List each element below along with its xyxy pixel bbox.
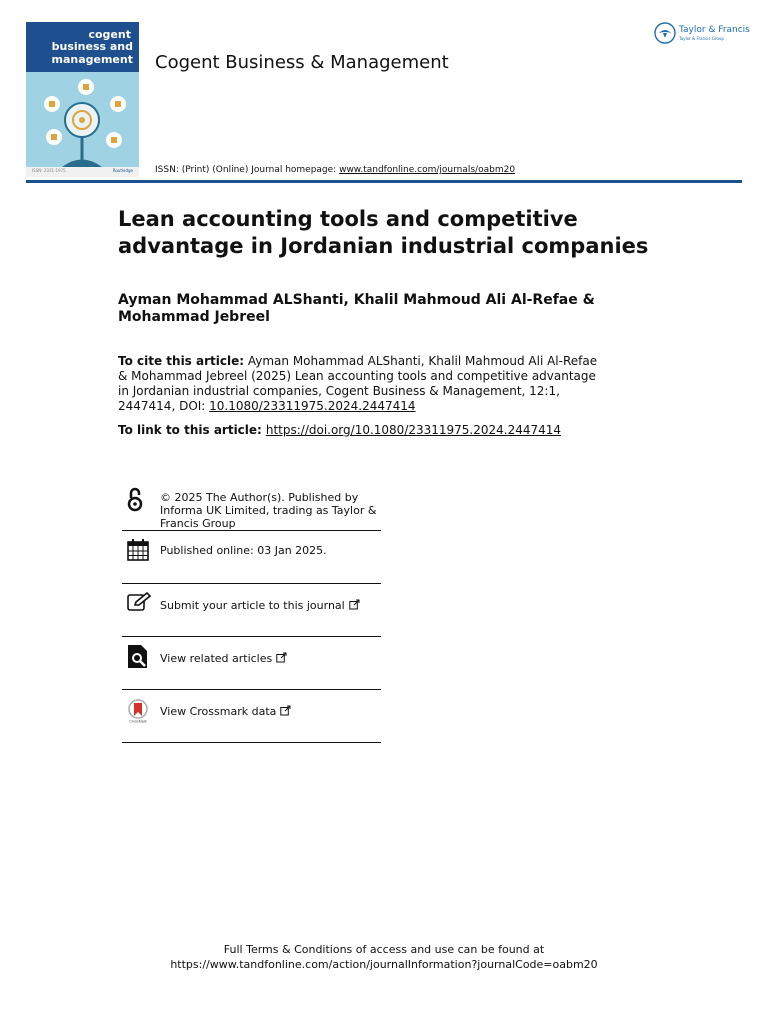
header-divider	[26, 180, 742, 183]
footer-terms-url[interactable]: https://www.tandfonline.com/action/journalInformation?journalCode=oabm20	[170, 958, 598, 971]
issn-homepage-line	[155, 165, 515, 175]
article-link-line	[118, 423, 561, 437]
journal-title: Cogent Business & Management	[155, 52, 449, 73]
cover-text-business: business and	[51, 40, 133, 53]
submit-article-link[interactable]	[160, 599, 385, 612]
article-title: Lean accounting tools and competitive advantage in Jordanian industrial companies	[118, 207, 649, 258]
license-row	[122, 480, 381, 531]
footer-terms-text: Full Terms & Conditions of access and use can be found at	[223, 943, 545, 956]
related-search-icon	[127, 645, 149, 669]
footer-terms	[0, 942, 768, 972]
crossmark-row[interactable]	[122, 689, 381, 743]
published-row	[122, 530, 381, 584]
citation-text: Ayman Mohammad ALShanti, Khalil Mahmoud Ali Al-Refae & Mohammad Jebreel (2025) Lean accounting tools and competitive advantage in Jordanian industrial companies, Cogent Business & Management, 12:1, 2447414, DOI:	[118, 354, 598, 413]
external-link-icon	[276, 652, 287, 663]
citation-label: To cite this article:	[118, 354, 245, 368]
related-row[interactable]	[122, 636, 381, 690]
taylor-francis-logo-text: Taylor & Francis	[679, 25, 750, 35]
taylor-francis-logo-subtext: Taylor & Francis Group	[679, 36, 724, 41]
cover-text-cogent: cogent	[88, 28, 131, 41]
journal-homepage-link[interactable]: www.tandfonline.com/journals/oabm20	[339, 165, 516, 175]
edit-icon	[127, 592, 151, 612]
crossmark-icon	[127, 699, 149, 723]
license-text: © 2025 The Author(s). Published by Informa UK Limited, trading as Taylor & Francis Group	[160, 491, 377, 530]
taylor-francis-logo-icon	[654, 22, 676, 44]
related-articles-label: View related articles	[160, 652, 273, 665]
calendar-icon	[127, 539, 149, 561]
journal-cover-image	[26, 22, 139, 177]
cover-text-management: management	[51, 53, 133, 66]
crossmark-data-link[interactable]	[160, 705, 385, 718]
issn-text: ISSN: (Print) (Online) Journal homepage:	[155, 165, 340, 175]
cover-illustration	[26, 72, 139, 167]
article-link-label: To link to this article:	[118, 423, 262, 437]
citation-doi-link[interactable]: 10.1080/23311975.2024.2447414	[209, 399, 416, 413]
submit-article-label: Submit your article to this journal	[160, 599, 345, 612]
external-link-icon	[280, 705, 291, 716]
cover-issn: ISSN: 2331-1975	[32, 168, 66, 173]
crossmark-data-label: View Crossmark data	[160, 705, 277, 718]
open-access-icon	[127, 486, 143, 512]
citation-block	[118, 354, 608, 414]
related-articles-link[interactable]	[160, 652, 385, 665]
published-date: Published online: 03 Jan 2025.	[160, 544, 327, 557]
crossmark-badge-label: CrossMark	[129, 719, 147, 723]
submit-row[interactable]	[122, 583, 381, 637]
article-authors: Ayman Mohammad ALShanti, Khalil Mahmoud Ali Al-Refae & Mohammad Jebreel	[118, 292, 595, 325]
external-link-icon	[349, 599, 360, 610]
article-doi-link[interactable]: https://doi.org/10.1080/23311975.2024.2447414	[265, 423, 562, 437]
cover-publisher: Routledge	[112, 168, 133, 173]
